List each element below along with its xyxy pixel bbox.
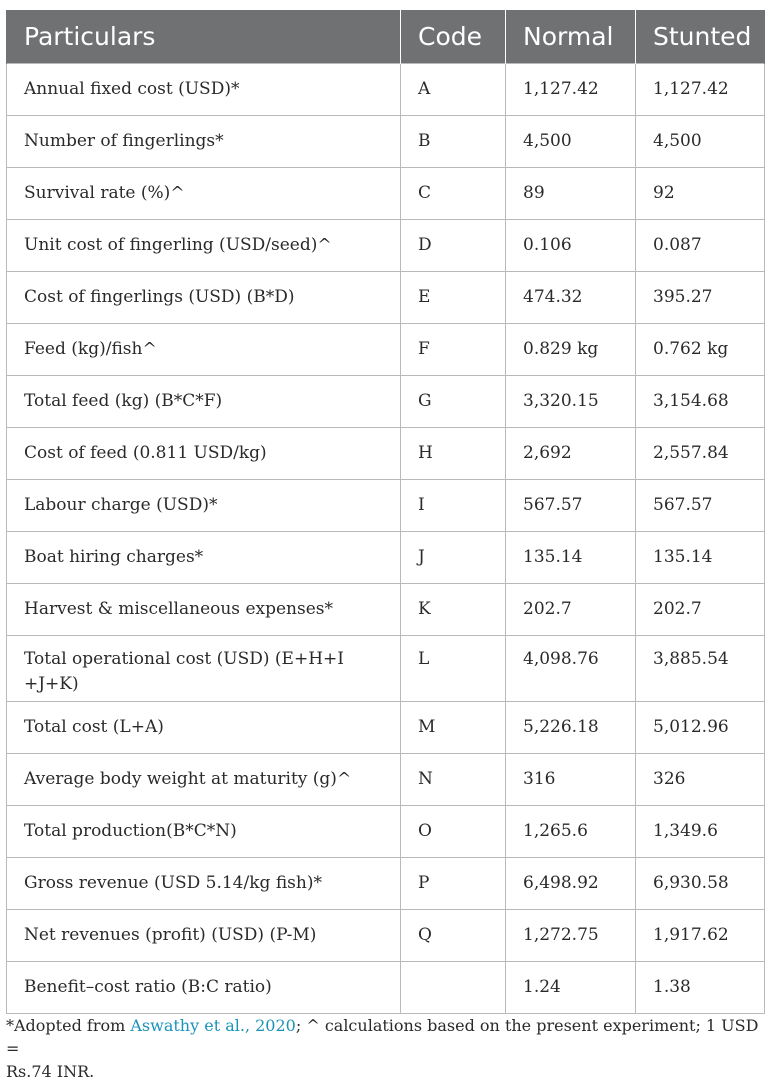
table-row	[7, 702, 765, 754]
cell-code: E	[401, 272, 506, 324]
footnote-prefix: *Adopted from	[6, 1016, 131, 1035]
cell-normal: 567.57	[506, 480, 636, 532]
cell-particulars: Cost of fingerlings (USD) (B*D)	[7, 272, 401, 324]
table-row	[7, 532, 765, 584]
table-row	[7, 324, 765, 376]
cost-benefit-table	[6, 10, 765, 1014]
table-row	[7, 910, 765, 962]
cell-code	[401, 962, 506, 1014]
table-row	[7, 168, 765, 220]
footnote-line1-rest: ; ^ calculations based on the present experiment; 1 USD =	[6, 1016, 759, 1058]
cell-normal: 1,127.42	[506, 64, 636, 116]
cell-stunted: 1.38	[636, 962, 765, 1014]
header-code: Code	[401, 10, 506, 64]
cell-normal: 0.106	[506, 220, 636, 272]
table-row	[7, 962, 765, 1014]
cell-stunted: 135.14	[636, 532, 765, 584]
cell-stunted: 1,127.42	[636, 64, 765, 116]
cell-code: F	[401, 324, 506, 376]
citation-link[interactable]: Aswathy et al., 2020	[130, 1016, 296, 1035]
cell-code: H	[401, 428, 506, 480]
cell-code: K	[401, 584, 506, 636]
table-row	[7, 116, 765, 168]
cell-normal: 1.24	[506, 962, 636, 1014]
cell-stunted: 0.087	[636, 220, 765, 272]
table-row	[7, 220, 765, 272]
cell-stunted: 3,885.54	[636, 636, 765, 702]
table-row	[7, 428, 765, 480]
table-row	[7, 806, 765, 858]
cell-particulars: Survival rate (%)^	[7, 168, 401, 220]
cell-stunted: 1,917.62	[636, 910, 765, 962]
cell-stunted: 6,930.58	[636, 858, 765, 910]
cell-code: A	[401, 64, 506, 116]
cell-code: J	[401, 532, 506, 584]
cell-code: I	[401, 480, 506, 532]
cell-stunted: 5,012.96	[636, 702, 765, 754]
cell-particulars: Harvest & miscellaneous expenses*	[7, 584, 401, 636]
cell-particulars: Gross revenue (USD 5.14/kg fish)*	[7, 858, 401, 910]
cell-particulars: Average body weight at maturity (g)^	[7, 754, 401, 806]
cell-normal: 202.7	[506, 584, 636, 636]
cell-code: Q	[401, 910, 506, 962]
cell-stunted: 4,500	[636, 116, 765, 168]
table-row	[7, 272, 765, 324]
cell-code: O	[401, 806, 506, 858]
cell-normal: 4,500	[506, 116, 636, 168]
footnote-line2: Rs.74 INR.	[6, 1062, 95, 1081]
cell-stunted: 2,557.84	[636, 428, 765, 480]
cell-normal: 5,226.18	[506, 702, 636, 754]
cell-particulars: Annual fixed cost (USD)*	[7, 64, 401, 116]
cell-stunted: 0.762 kg	[636, 324, 765, 376]
cell-particulars: Boat hiring charges*	[7, 532, 401, 584]
cell-code: B	[401, 116, 506, 168]
cell-particulars: Total production(B*C*N)	[7, 806, 401, 858]
cell-normal: 1,272.75	[506, 910, 636, 962]
cell-normal: 4,098.76	[506, 636, 636, 702]
header-particulars: Particulars	[7, 10, 401, 64]
cell-stunted: 326	[636, 754, 765, 806]
cell-code: P	[401, 858, 506, 910]
cell-stunted: 1,349.6	[636, 806, 765, 858]
cell-particulars: Net revenues (profit) (USD) (P-M)	[7, 910, 401, 962]
cell-particulars-line2: +J+K)	[24, 674, 79, 694]
cell-normal: 2,692	[506, 428, 636, 480]
cell-code: G	[401, 376, 506, 428]
cell-particulars: Number of fingerlings*	[7, 116, 401, 168]
cell-normal: 135.14	[506, 532, 636, 584]
cell-stunted: 92	[636, 168, 765, 220]
table-row	[7, 480, 765, 532]
cell-stunted: 3,154.68	[636, 376, 765, 428]
cell-particulars-line1: Total operational cost (USD) (E+H+I	[24, 649, 344, 669]
table-row	[7, 636, 765, 702]
cost-benefit-table-container	[6, 10, 764, 1014]
table-footnote	[6, 1014, 768, 1083]
table-row	[7, 858, 765, 910]
cell-code: C	[401, 168, 506, 220]
cell-normal: 474.32	[506, 272, 636, 324]
cell-particulars: Unit cost of fingerling (USD/seed)^	[7, 220, 401, 272]
header-stunted: Stunted	[636, 10, 765, 64]
cell-normal: 1,265.6	[506, 806, 636, 858]
header-normal: Normal	[506, 10, 636, 64]
table-header-row	[7, 10, 765, 64]
cell-particulars: Feed (kg)/fish^	[7, 324, 401, 376]
cell-stunted: 567.57	[636, 480, 765, 532]
cell-stunted: 395.27	[636, 272, 765, 324]
cell-particulars: Benefit–cost ratio (B:C ratio)	[7, 962, 401, 1014]
cell-code: N	[401, 754, 506, 806]
cell-code: D	[401, 220, 506, 272]
cell-particulars: Cost of feed (0.811 USD/kg)	[7, 428, 401, 480]
cell-stunted: 202.7	[636, 584, 765, 636]
cell-normal: 3,320.15	[506, 376, 636, 428]
cell-particulars: Total cost (L+A)	[7, 702, 401, 754]
table-row	[7, 584, 765, 636]
table-row	[7, 64, 765, 116]
table-row	[7, 754, 765, 806]
cell-normal: 316	[506, 754, 636, 806]
cell-particulars: Total feed (kg) (B*C*F)	[7, 376, 401, 428]
cell-normal: 6,498.92	[506, 858, 636, 910]
table-row	[7, 376, 765, 428]
cell-code: M	[401, 702, 506, 754]
cell-normal: 0.829 kg	[506, 324, 636, 376]
cell-particulars: Labour charge (USD)*	[7, 480, 401, 532]
cell-normal: 89	[506, 168, 636, 220]
cell-particulars	[7, 636, 401, 702]
cell-code: L	[401, 636, 506, 702]
